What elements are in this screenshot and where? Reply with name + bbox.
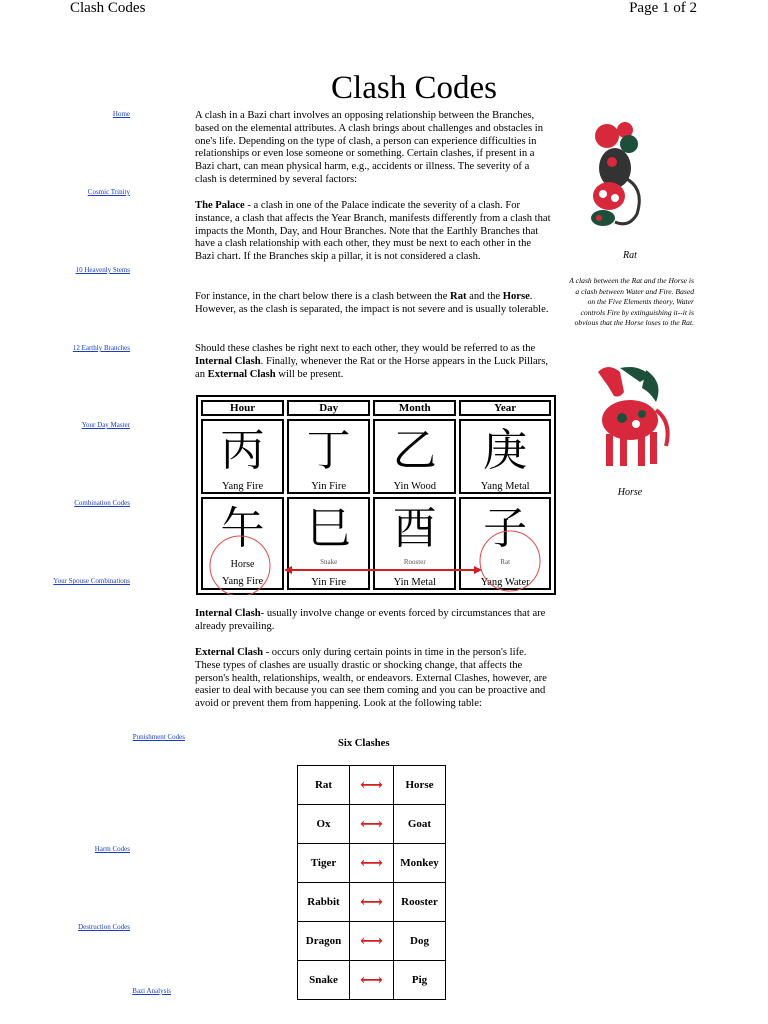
stem-character: 乙 <box>392 425 437 476</box>
nav-link-home[interactable]: Home <box>112 110 130 118</box>
clash-animal-b: Pig <box>394 961 446 1000</box>
nav-link-day-master[interactable]: Your Day Master <box>81 421 130 429</box>
nav-link-cosmic-trinity[interactable]: Cosmic Trinity <box>87 188 130 196</box>
palace-heading: The Palace <box>195 200 245 211</box>
double-arrow-icon: ⟷ <box>360 777 383 794</box>
clash-animal-a: Tiger <box>298 844 350 883</box>
external-clash-text: - occurs only during certain points in time in the person's life. These types of clashes are usually drastic or shocking change, that affects the person's health, relationships, wealth, or endeavors. External Clashes, however, are easier to deal with because you can see them coming and you can be proactive and avoid or prevent them from happening. Look at the following table: <box>195 647 547 710</box>
rat-horse-caption: A clash between the Rat and the Horse is a clash between Water and Fire. Based on the Five Elements theory, Water controls Fire by extinguishing it--it is obvious that the Horse loses to the Rat. <box>569 276 694 328</box>
branch-animal: Snake <box>320 559 338 566</box>
branch-character: 酉 <box>392 503 437 554</box>
horse-papercut-image <box>590 362 672 476</box>
clash-animal-a: Ox <box>298 805 350 844</box>
rat-papercut-image <box>585 118 653 238</box>
internal-clash-paragraph <box>195 608 552 634</box>
double-arrow-icon: ⟷ <box>360 894 383 911</box>
clash-animal-b: Monkey <box>394 844 446 883</box>
branch-label: Yin Metal <box>393 577 436 588</box>
clash-animal-a: Dragon <box>298 922 350 961</box>
clash-animal-a: Rabbit <box>298 883 350 922</box>
should-external: External Clash <box>207 368 276 380</box>
stem-cell <box>287 419 370 494</box>
pillar-header-hour: Hour <box>201 400 284 416</box>
clash-animal-a: Snake <box>298 961 350 1000</box>
branch-label: Yang Fire <box>221 576 264 587</box>
nav-link-combination-codes[interactable]: Combination Codes <box>74 499 130 507</box>
should-text-3: will be present. <box>275 368 344 380</box>
example-text-3: . However, as the clash is separated, the impact is not severe and is usually tolerable. <box>195 291 549 315</box>
nav-link-spouse-combinations[interactable]: Your Spouse Combinations <box>53 577 130 585</box>
nav-link-harm-codes[interactable]: Harm Codes <box>94 845 130 853</box>
nav-link-earthly-branches[interactable]: 12 Earthly Branches <box>72 344 130 352</box>
clash-animal-b: Goat <box>394 805 446 844</box>
page-number: Page 1 of 2 <box>629 0 697 16</box>
clash-animal-b: Dog <box>394 922 446 961</box>
branch-cell <box>459 497 551 590</box>
stem-cell <box>373 419 456 494</box>
example-text-1: For instance, in the chart below there is a clash between the <box>195 291 451 302</box>
document-header-title: Clash Codes <box>70 0 146 16</box>
branch-character: 午 <box>220 503 265 554</box>
clash-row <box>298 961 446 1000</box>
intro-paragraph: A clash in a Bazi chart involves an opposing relationship between the Branches, based on the elemental attributes. A clash brings about challenges and obstacles in one's life. Depending on the type of clash, a person can experience difficulties in relationships or even lose someone or something. Certain clashes, if present in a Bazi chart, can mean physical harm, e.g., accidents or illness. The severity of a clash is determined by several factors: <box>195 110 544 185</box>
stem-character: 丙 <box>220 425 265 476</box>
nav-link-destruction-codes[interactable]: Destruction Codes <box>78 923 130 931</box>
should-paragraph <box>195 343 552 381</box>
branch-label: Yang Water <box>480 577 530 588</box>
double-arrow-icon: ⟷ <box>360 816 383 833</box>
stem-label: Yin Fire <box>311 481 347 492</box>
stem-character: 庚 <box>483 425 528 476</box>
stem-label: Yin Wood <box>393 481 436 492</box>
bazi-pillar-chart <box>196 395 556 595</box>
internal-clash-heading: Internal Clash <box>195 608 261 619</box>
branch-animal: Rat <box>500 559 511 566</box>
clash-row <box>298 805 446 844</box>
external-clash-paragraph <box>195 647 552 711</box>
nav-link-bazi-analysis[interactable]: Bazi Analysis <box>132 987 171 995</box>
pillar-header-month: Month <box>373 400 456 416</box>
horse-label: Horse <box>617 487 643 498</box>
stem-label: Yang Fire <box>221 481 264 492</box>
double-arrow-icon: ⟷ <box>360 972 383 989</box>
branch-cell <box>373 497 456 590</box>
pillar-header-day: Day <box>287 400 370 416</box>
example-rat: Rat <box>450 291 467 302</box>
stem-character: 丁 <box>306 425 351 476</box>
palace-text: - a clash in one of the Palace indicate the severity of a clash. For instance, a clash that affects the Year Branch, manifests differently from a clash that impacts the Month, Day, and Hour Branches. Note that the Earthly Branches that have a clash relationship with each other, they must be next to each other in the Bazi chart. If the Branches skip a pillar, it is not considered a clash. <box>195 200 551 263</box>
should-text-1: Should these clashes be right next to each other, they would be referred to as the <box>195 343 536 354</box>
double-arrow-icon: ⟷ <box>360 855 383 872</box>
stem-label: Yang Metal <box>480 481 530 492</box>
clash-animal-b: Horse <box>394 766 446 805</box>
six-clashes-title: Six Clashes <box>338 738 390 749</box>
clash-row <box>298 766 446 805</box>
clash-row <box>298 922 446 961</box>
nav-link-punishment-codes[interactable]: Punishment Codes <box>132 733 185 741</box>
example-text-2: and the <box>466 291 503 302</box>
pillar-header-year: Year <box>459 400 551 416</box>
external-clash-heading: External Clash <box>195 647 263 658</box>
internal-clash-text: - usually involve change or events forced by circumstances that are already prevailing. <box>195 608 546 632</box>
nav-link-heavenly-stems[interactable]: 10 Heavenly Stems <box>75 266 130 274</box>
six-clashes-table <box>297 765 446 1000</box>
branch-cell <box>287 497 370 590</box>
palace-paragraph <box>195 200 552 264</box>
branch-animal: Horse <box>230 559 255 570</box>
clash-animal-b: Rooster <box>394 883 446 922</box>
clash-row <box>298 883 446 922</box>
branch-animal: Rooster <box>403 559 426 566</box>
page-title: Clash Codes <box>331 70 497 106</box>
stem-cell <box>459 419 551 494</box>
should-text-2: . Finally, whenever the Rat or the Horse appears in the Luck Pillars, an <box>195 355 548 380</box>
double-arrow-icon: ⟷ <box>360 933 383 950</box>
example-paragraph <box>195 291 552 317</box>
should-internal: Internal Clash <box>195 355 261 367</box>
example-horse: Horse <box>502 291 530 302</box>
clash-row <box>298 844 446 883</box>
rat-label: Rat <box>623 250 637 261</box>
clash-animal-a: Rat <box>298 766 350 805</box>
branch-label: Yin Fire <box>311 577 347 588</box>
branch-cell <box>201 497 284 590</box>
stem-cell <box>201 419 284 494</box>
branch-character: 子 <box>483 503 528 554</box>
branch-character: 巳 <box>306 503 351 554</box>
